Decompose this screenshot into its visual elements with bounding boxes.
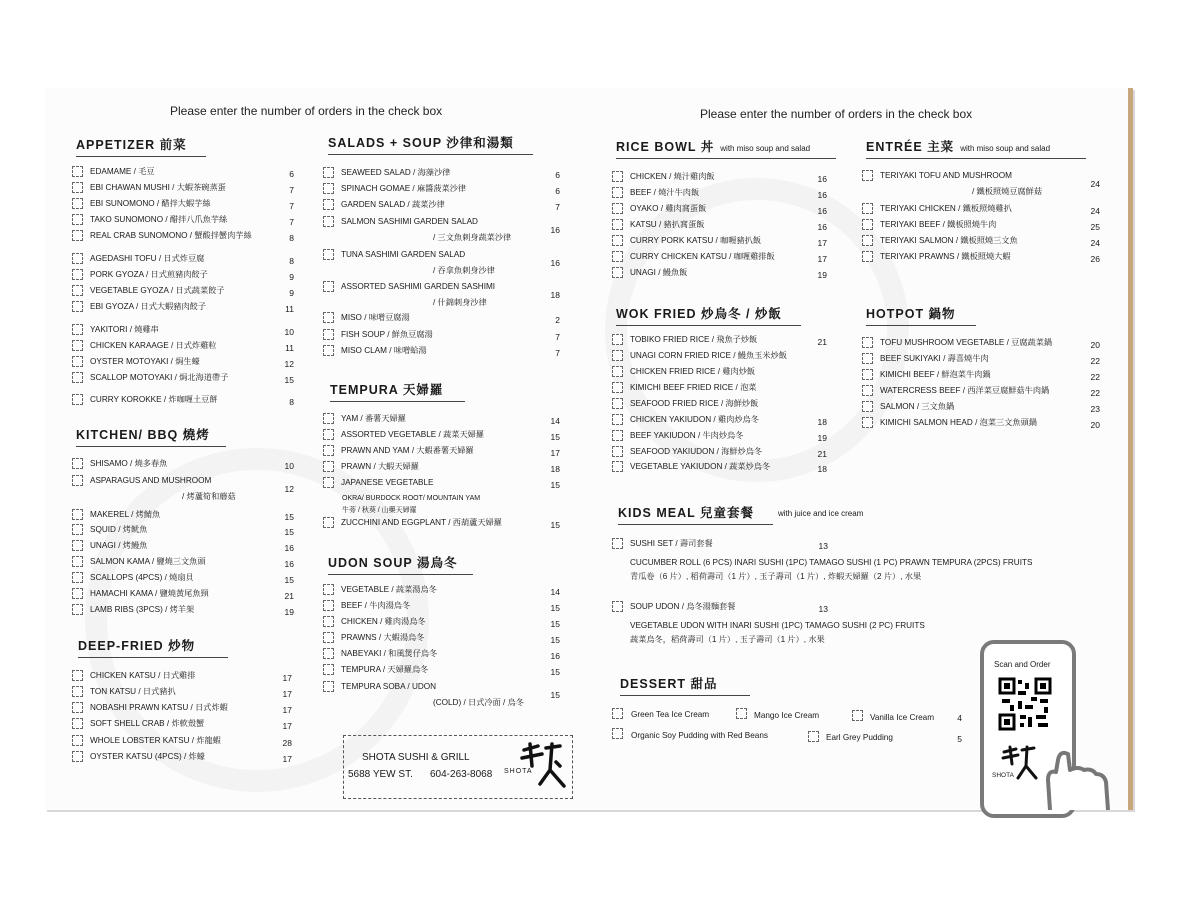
deepfried-item-price: 17: [282, 721, 292, 731]
order-checkbox[interactable]: [72, 524, 83, 535]
appetizer-item-price: 8: [289, 233, 294, 243]
order-checkbox[interactable]: [72, 702, 83, 713]
salads-item-name-cn: / 什錦刺身沙律: [433, 298, 487, 307]
order-checkbox[interactable]: [736, 708, 747, 719]
order-checkbox[interactable]: [323, 312, 334, 323]
order-checkbox[interactable]: [72, 253, 83, 264]
entree-item-price: 26: [1090, 254, 1100, 264]
tempura-item-name: YAM / 番薯天婦羅: [341, 414, 406, 423]
kids-item-description-cn: 青瓜卷（6 片）, 稻荷壽司（1 片）, 玉子壽司（1 片）, 炸蝦天婦羅（2 片）, 水果: [630, 572, 922, 581]
order-checkbox[interactable]: [72, 269, 83, 280]
order-checkbox[interactable]: [612, 203, 623, 214]
order-checkbox[interactable]: [612, 171, 623, 182]
order-checkbox[interactable]: [72, 182, 83, 193]
salads-item-name: FISH SOUP / 鮮魚豆腐湯: [341, 330, 433, 339]
appetizer-item-name: EBI GYOZA / 日式大蝦豬肉餃子: [90, 302, 207, 311]
order-checkbox[interactable]: [612, 334, 623, 345]
restaurant-info-box: [343, 735, 573, 799]
wok-item-price: 18: [817, 464, 827, 474]
appetizer-item-price: 8: [289, 256, 294, 266]
section-salads-soup: SALADS + SOUP 沙律和湯類: [328, 133, 533, 155]
order-checkbox[interactable]: [72, 340, 83, 351]
scan-order-label: Scan and Order: [994, 660, 1051, 669]
section-tempura: TEMPURA 天婦羅: [330, 380, 465, 402]
order-checkbox[interactable]: [612, 187, 623, 198]
section-appetizer: APPETIZER 前菜: [76, 135, 206, 157]
salads-item-price: 7: [555, 348, 560, 358]
right-instruction: Please enter the number of orders in the check box: [700, 107, 973, 121]
left-instruction: Please enter the number of orders in the check box: [170, 104, 443, 118]
salads-item-name: SALMON SASHIMI GARDEN SALAD: [341, 217, 478, 226]
wok-item-price: 21: [817, 337, 827, 347]
deepfried-item-name: TON KATSU / 日式豬扒: [90, 687, 176, 696]
kitchen-item-name: SQUID / 烤鱿魚: [90, 525, 148, 534]
kids-item-description-cn: 蔬菜烏冬，稻荷壽司（1 片）, 玉子壽司（1 片）, 水果: [630, 635, 825, 644]
ricebowl-item-name: CHICKEN / 燒汁雞肉飯: [630, 172, 715, 181]
appetizer-item-price: 7: [289, 217, 294, 227]
udon-item-name: VEGETABLE / 蔬菜湯烏冬: [341, 585, 437, 594]
section-dessert: DESSERT 甜品: [620, 674, 750, 696]
kitchen-item-name: UNAGI / 烤鰻魚: [90, 541, 148, 550]
salads-item-name-cn: / 吞拿魚刺身沙律: [433, 266, 495, 275]
ricebowl-item-price: 17: [817, 238, 827, 248]
udon-item-name-cn: (COLD) / 日式冷面 / 烏冬: [433, 698, 524, 707]
hotpot-item-price: 20: [1090, 420, 1100, 430]
order-checkbox[interactable]: [323, 216, 334, 227]
order-checkbox[interactable]: [323, 584, 334, 595]
section-rice-bowl: RICE BOWL 丼 with miso soup and salad: [616, 137, 836, 159]
ricebowl-item-name: KATSU / 豬扒窩蛋飯: [630, 220, 705, 229]
wok-item-name: CHICKEN YAKIUDON / 雞肉炒烏冬: [630, 415, 759, 424]
deepfried-item-price: 17: [282, 689, 292, 699]
order-checkbox[interactable]: [323, 329, 334, 340]
salads-item-price: 6: [555, 170, 560, 180]
udon-item-price: 15: [550, 603, 560, 613]
entree-item-price: 25: [1090, 222, 1100, 232]
tempura-item-price: 14: [550, 416, 560, 426]
appetizer-item-name: PORK GYOZA / 日式煎豬肉餃子: [90, 270, 208, 279]
wok-item-price: 19: [817, 433, 827, 443]
kitchen-item-price: 10: [284, 461, 294, 471]
section-udon-soup: UDON SOUP 湯烏冬: [328, 553, 473, 575]
hotpot-item-name: KIMICHI BEEF / 鮮泡菜牛肉鍋: [880, 370, 991, 379]
deepfried-item-price: 28: [282, 738, 292, 748]
deepfried-item-price: 17: [282, 705, 292, 715]
salads-item-price: 7: [555, 332, 560, 342]
salads-item-name: MISO CLAM / 味噌蛤湯: [341, 346, 427, 355]
appetizer-item-name: CHICKEN KARAAGE / 日式炸雞粒: [90, 341, 217, 350]
order-checkbox[interactable]: [612, 708, 623, 719]
wok-item-name: TOBIKO FRIED RICE / 飛魚子炒飯: [630, 335, 758, 344]
udon-item-name: TEMPURA SOBA / UDON: [341, 682, 437, 691]
udon-item-price: 14: [550, 587, 560, 597]
dessert-item: Vanilla Ice Cream: [870, 713, 935, 722]
ricebowl-item-price: 17: [817, 254, 827, 264]
ricebowl-item-price: 16: [817, 206, 827, 216]
entree-item-price: 24: [1090, 179, 1100, 189]
order-checkbox[interactable]: [612, 235, 623, 246]
tempura-item-name: JAPANESE VEGETABLE: [341, 478, 434, 487]
deepfried-item-name: CHICKEN KATSU / 日式雞排: [90, 671, 196, 680]
kitchen-item-price: 12: [284, 484, 294, 494]
order-checkbox[interactable]: [323, 517, 334, 528]
tempura-item-price: 15: [550, 520, 560, 530]
wok-item-name: VEGETABLE YAKIUDON / 蔬菜炒烏冬: [630, 462, 771, 471]
order-checkbox[interactable]: [612, 366, 623, 377]
order-checkbox[interactable]: [862, 219, 873, 230]
wok-item-name: CHICKEN FRIED RICE / 雞肉炒飯: [630, 367, 756, 376]
kitchen-item-name: SCALLOPS (4PCS) / 燒扇貝: [90, 573, 194, 582]
hotpot-item-price: 22: [1090, 356, 1100, 366]
tempura-item-price: 15: [550, 432, 560, 442]
hotpot-item-price: 22: [1090, 388, 1100, 398]
order-checkbox[interactable]: [72, 540, 83, 551]
ricebowl-item-name: OYAKO / 雞肉窩蛋飯: [630, 204, 707, 213]
order-checkbox[interactable]: [612, 267, 623, 278]
order-checkbox[interactable]: [612, 446, 623, 457]
order-checkbox[interactable]: [72, 458, 83, 469]
order-checkbox[interactable]: [72, 372, 83, 383]
appetizer-item-name: AGEDASHI TOFU / 日式炸豆腐: [90, 254, 205, 263]
hotpot-item-name: SALMON / 三文魚鍋: [880, 402, 955, 411]
ricebowl-item-name: CURRY CHICKEN KATSU / 咖喱雞排飯: [630, 252, 775, 261]
order-checkbox[interactable]: [72, 509, 83, 520]
section-hotpot: HOTPOT 鍋物: [866, 304, 976, 326]
hotpot-item-name: KIMICHI SALMON HEAD / 泡菜三文魚頭鍋: [880, 418, 1037, 427]
kids-item-price: 13: [818, 541, 828, 551]
order-checkbox[interactable]: [323, 281, 334, 292]
order-checkbox[interactable]: [72, 751, 83, 762]
kitchen-item-price: 21: [284, 591, 294, 601]
order-checkbox[interactable]: [72, 686, 83, 697]
order-checkbox[interactable]: [323, 632, 334, 643]
udon-item-name: PRAWNS / 大蝦湯烏冬: [341, 633, 425, 642]
kitchen-item-name: SHISAMO / 燒多春魚: [90, 459, 168, 468]
appetizer-item-price: 7: [289, 185, 294, 195]
salads-item-price: 18: [550, 290, 560, 300]
section-deep-fried: DEEP-FRIED 炒物: [78, 636, 228, 658]
kitchen-item-price: 15: [284, 527, 294, 537]
restaurant-name: SHOTA SUSHI & GRILL: [362, 752, 470, 763]
tempura-item-name: PRAWN / 大蝦天婦羅: [341, 462, 419, 471]
deepfried-item-name: NOBASHI PRAWN KATSU / 日式炸蝦: [90, 703, 228, 712]
kitchen-item-name: MAKEREL / 烤鯖魚: [90, 510, 161, 519]
kids-item-description: VEGETABLE UDON WITH INARI SUSHI (1PC) TAMAGO SUSHI (2 PC) FRUITS: [630, 621, 925, 630]
tempura-item-name: PRAWN AND YAM / 大蝦番薯天婦羅: [341, 446, 474, 455]
appetizer-item-price: 6: [289, 169, 294, 179]
tempura-note-cn: 牛蒡 / 秋葵 / 山藥天婦羅: [342, 507, 417, 514]
order-checkbox[interactable]: [862, 170, 873, 181]
hotpot-item-price: 23: [1090, 404, 1100, 414]
wok-item-name: BEEF YAKIUDON / 牛肉炒烏冬: [630, 431, 744, 440]
tempura-item-price: 15: [550, 480, 560, 490]
appetizer-item-price: 9: [289, 272, 294, 282]
order-checkbox[interactable]: [862, 385, 873, 396]
kitchen-item-price: 19: [284, 607, 294, 617]
udon-item-price: 15: [550, 667, 560, 677]
section-kitchen-bbq: KITCHEN/ BBQ 燒烤: [76, 425, 226, 447]
order-checkbox[interactable]: [323, 183, 334, 194]
appetizer-item-price: 11: [285, 343, 294, 353]
tempura-note: OKRA/ BURDOCK ROOT/ MOUNTAIN YAM: [342, 495, 481, 502]
appetizer-item-name: EBI SUNOMONO / 醋拌大蝦芋絲: [90, 199, 211, 208]
udon-item-price: 16: [550, 651, 560, 661]
order-checkbox[interactable]: [862, 369, 873, 380]
hand-icon: [1040, 740, 1115, 810]
appetizer-item-name: EDAMAME / 毛豆: [90, 167, 155, 176]
order-checkbox[interactable]: [72, 604, 83, 615]
entree-item-name: TERIYAKI BEEF / 鐵板照燒牛肉: [880, 220, 997, 229]
udon-item-name: TEMPURA / 天婦羅烏冬: [341, 665, 429, 674]
wok-item-name: SEAFOOD YAKIUDON / 海鮮炒烏冬: [630, 447, 763, 456]
appetizer-item-name: OYSTER MOTOYAKI / 焗生蠔: [90, 357, 200, 366]
ricebowl-item-name: BEEF / 燒汁牛肉飯: [630, 188, 700, 197]
entree-item-price: 24: [1090, 238, 1100, 248]
kitchen-item-name: HAMACHI KAMA / 鹽燒黃尾魚頸: [90, 589, 209, 598]
kitchen-item-name: ASPARAGUS AND MUSHROOM: [90, 476, 212, 485]
deepfried-item-price: 17: [282, 673, 292, 683]
appetizer-item-price: 15: [284, 375, 294, 385]
appetizer-item-price: 9: [289, 288, 294, 298]
hotpot-item-name: WATERCRESS BEEF / 西洋菜豆腐鮮菇牛肉鍋: [880, 386, 1050, 395]
kids-item-name: SOUP UDON / 烏冬湯麵套餐: [630, 602, 736, 611]
appetizer-item-name: YAKITORI / 燒雞串: [90, 325, 159, 334]
order-checkbox[interactable]: [323, 461, 334, 472]
menu-sheet: [45, 88, 1133, 810]
wok-item-name: SEAFOOD FRIED RICE / 海鮮炒飯: [630, 399, 759, 408]
kids-item-name: SUSHI SET / 壽司套餐: [630, 539, 713, 548]
wok-item-name: UNAGI CORN FRIED RICE / 鰻魚玉米炒飯: [630, 351, 787, 360]
entree-item-name: TERIYAKI CHICKEN / 鐵板照燒雞扒: [880, 204, 1012, 213]
entree-item-name: TERIYAKI TOFU AND MUSHROOM: [880, 171, 1012, 180]
appetizer-item-price: 12: [284, 359, 294, 369]
dessert-price: 5: [957, 734, 962, 744]
kitchen-item-name: SALMON KAMA / 鹽燒三文魚頭: [90, 557, 206, 566]
order-checkbox[interactable]: [72, 214, 83, 225]
kitchen-item-price: 15: [284, 575, 294, 585]
appetizer-item-price: 8: [289, 397, 294, 407]
qr-code[interactable]: [998, 677, 1052, 731]
appetizer-item-name: VEGETABLE GYOZA / 日式蔬菜餃子: [90, 286, 225, 295]
entree-item-name: TERIYAKI SALMON / 鐵板照燒三文魚: [880, 236, 1018, 245]
section-entree: ENTRÉE 主菜 with miso soup and salad: [866, 137, 1086, 159]
hotpot-item-name: BEEF SUKIYAKI / 壽喜燒牛肉: [880, 354, 989, 363]
ricebowl-item-price: 16: [817, 222, 827, 232]
tempura-item-price: 17: [550, 448, 560, 458]
udon-item-price: 15: [550, 635, 560, 645]
order-checkbox[interactable]: [612, 251, 623, 262]
order-checkbox[interactable]: [323, 664, 334, 675]
kitchen-item-price: 16: [284, 543, 294, 553]
order-checkbox[interactable]: [612, 350, 623, 361]
order-checkbox[interactable]: [72, 285, 83, 296]
order-checkbox[interactable]: [72, 588, 83, 599]
salads-item-name: GARDEN SALAD / 蔬菜沙律: [341, 200, 445, 209]
deepfried-item-name: OYSTER KATSU (4PCS) / 炸蠔: [90, 752, 205, 761]
order-checkbox[interactable]: [612, 538, 623, 549]
tempura-item-name: ASSORTED VEGETABLE / 蔬菜天婦羅: [341, 430, 485, 439]
deepfried-item-name: WHOLE LOBSTER KATSU / 炸龍蝦: [90, 736, 221, 745]
order-checkbox[interactable]: [612, 601, 623, 612]
tempura-item-name: ZUCCHINI AND EGGPLANT / 西葫蘆天婦羅: [341, 518, 502, 527]
order-checkbox[interactable]: [72, 718, 83, 729]
salads-item-name: SEAWEED SALAD / 海藻沙律: [341, 168, 451, 177]
salads-item-name: SPINACH GOMAE / 麻醬菠菜沙律: [341, 184, 467, 193]
kids-item-price: 13: [818, 604, 828, 614]
wok-item-name: KIMICHI BEEF FRIED RICE / 泡菜: [630, 383, 757, 392]
order-checkbox[interactable]: [72, 230, 83, 241]
order-checkbox[interactable]: [323, 445, 334, 456]
salads-item-price: 6: [555, 186, 560, 196]
shota-logo: [516, 740, 568, 792]
order-checkbox[interactable]: [323, 681, 334, 692]
hotpot-item-price: 20: [1090, 340, 1100, 350]
order-checkbox[interactable]: [612, 461, 623, 472]
udon-item-name: CHICKEN / 雞肉湯烏冬: [341, 617, 426, 626]
dessert-price: 4: [957, 713, 962, 723]
kitchen-item-name: LAMB RIBS (3PCS) / 烤羊架: [90, 605, 195, 614]
appetizer-item-name: TAKO SUNOMONO / 醋拌八爪魚芋絲: [90, 215, 228, 224]
kitchen-item-price: 15: [284, 512, 294, 522]
order-checkbox[interactable]: [862, 337, 873, 348]
order-checkbox[interactable]: [808, 731, 819, 742]
salads-item-price: 2: [555, 315, 560, 325]
dessert-item: Earl Grey Pudding: [826, 733, 893, 742]
appetizer-item-price: 10: [284, 327, 294, 337]
restaurant-address: 5688 YEW ST.: [348, 769, 413, 780]
dessert-item: Green Tea Ice Cream: [631, 710, 710, 719]
ricebowl-item-price: 19: [817, 270, 827, 280]
order-checkbox[interactable]: [612, 430, 623, 441]
kitchen-item-price: 16: [284, 559, 294, 569]
order-checkbox[interactable]: [72, 198, 83, 209]
hotpot-item-price: 22: [1090, 372, 1100, 382]
entree-item-name-cn: / 鐵板照燒豆腐鮮菇: [972, 187, 1043, 196]
logo-text: SHOTA: [992, 772, 1014, 779]
salads-item-name: MISO / 味噌豆腐湯: [341, 313, 410, 322]
dessert-item: Mango Ice Cream: [754, 711, 820, 720]
order-checkbox[interactable]: [612, 398, 623, 409]
order-checkbox[interactable]: [862, 417, 873, 428]
order-checkbox[interactable]: [862, 401, 873, 412]
deepfried-item-price: 17: [282, 754, 292, 764]
order-checkbox[interactable]: [72, 556, 83, 567]
order-checkbox[interactable]: [323, 429, 334, 440]
kitchen-item-name-cn: / 烤蘆筍和蘑菇: [182, 492, 236, 501]
ricebowl-item-price: 16: [817, 190, 827, 200]
order-checkbox[interactable]: [323, 249, 334, 260]
order-checkbox[interactable]: [612, 382, 623, 393]
tempura-item-price: 18: [550, 464, 560, 474]
appetizer-item-price: 11: [285, 304, 294, 314]
order-checkbox[interactable]: [323, 345, 334, 356]
udon-item-price: 15: [550, 619, 560, 629]
order-checkbox[interactable]: [862, 235, 873, 246]
appetizer-item-name: REAL CRAB SUNOMONO / 蟹酸拌蟹肉芋絲: [90, 231, 252, 240]
order-checkbox[interactable]: [72, 735, 83, 746]
appetizer-item-price: 7: [289, 201, 294, 211]
udon-item-price: 15: [550, 690, 560, 700]
kids-item-description: CUCUMBER ROLL (6 PCS) INARI SUSHI (1PC) TAMAGO SUSHI (1 PC) PRAWN TEMPURA (2PCS) FRUITS: [630, 558, 1033, 567]
section-wok-fried: WOK FRIED 炒烏冬 / 炒飯: [616, 304, 801, 326]
order-checkbox[interactable]: [72, 475, 83, 486]
order-checkbox[interactable]: [852, 710, 863, 721]
order-checkbox[interactable]: [323, 600, 334, 611]
order-checkbox[interactable]: [72, 301, 83, 312]
logo-text: SHOTA: [504, 768, 533, 775]
deepfried-item-name: SOFT SHELL CRAB / 炸軟殼蟹: [90, 719, 205, 728]
order-checkbox[interactable]: [862, 353, 873, 364]
order-checkbox[interactable]: [323, 413, 334, 424]
order-checkbox[interactable]: [612, 728, 623, 739]
entree-item-price: 24: [1090, 206, 1100, 216]
order-checkbox[interactable]: [323, 477, 334, 488]
entree-item-name: TERIYAKI PRAWNS / 鐵板照燒大蝦: [880, 252, 1011, 261]
order-checkbox[interactable]: [862, 203, 873, 214]
dessert-item: Organic Soy Pudding with Red Beans: [631, 731, 768, 740]
salads-item-price: 7: [555, 202, 560, 212]
order-checkbox[interactable]: [323, 616, 334, 627]
order-checkbox[interactable]: [323, 167, 334, 178]
kids-meal-note: with juice and ice cream: [778, 509, 864, 518]
order-checkbox[interactable]: [72, 394, 83, 405]
order-checkbox[interactable]: [72, 572, 83, 583]
restaurant-phone: 604-263-8068: [430, 769, 493, 780]
salads-item-price: 16: [550, 258, 560, 268]
appetizer-item-name: CURRY KOROKKE / 炸咖喱土豆餅: [90, 395, 218, 404]
ricebowl-item-name: CURRY PORK KATSU / 咖喱豬扒飯: [630, 236, 762, 245]
order-checkbox[interactable]: [323, 648, 334, 659]
salads-item-name: TUNA SASHIMI GARDEN SALAD: [341, 250, 466, 259]
ricebowl-item-price: 16: [817, 174, 827, 184]
order-checkbox[interactable]: [323, 199, 334, 210]
order-checkbox[interactable]: [612, 414, 623, 425]
wok-item-price: 21: [817, 449, 827, 459]
appetizer-item-name: SCALLOP MOTOYAKI / 焗北海道帶子: [90, 373, 229, 382]
salads-item-name: ASSORTED SASHIMI GARDEN SASHIMI: [341, 282, 496, 291]
order-checkbox[interactable]: [862, 251, 873, 262]
udon-item-name: BEEF / 牛肉湯烏冬: [341, 601, 411, 610]
salads-item-name-cn: / 三文魚刺身蔬菜沙律: [433, 233, 512, 242]
hotpot-item-name: TOFU MUSHROOM VEGETABLE / 豆腐蔬菜鍋: [880, 338, 1053, 347]
udon-item-name: NABEYAKI / 和風煲仔烏冬: [341, 649, 438, 658]
appetizer-item-name: EBI CHAWAN MUSHI / 大蝦茶碗蒸蛋: [90, 183, 226, 192]
salads-item-price: 16: [550, 225, 560, 235]
wok-item-price: 18: [817, 417, 827, 427]
order-checkbox[interactable]: [72, 166, 83, 177]
order-checkbox[interactable]: [612, 219, 623, 230]
order-checkbox[interactable]: [72, 356, 83, 367]
order-checkbox[interactable]: [72, 670, 83, 681]
ricebowl-item-name: UNAGI / 鰻魚飯: [630, 268, 688, 277]
order-checkbox[interactable]: [72, 324, 83, 335]
section-kids-meal: KIDS MEAL 兒童套餐: [618, 503, 773, 525]
